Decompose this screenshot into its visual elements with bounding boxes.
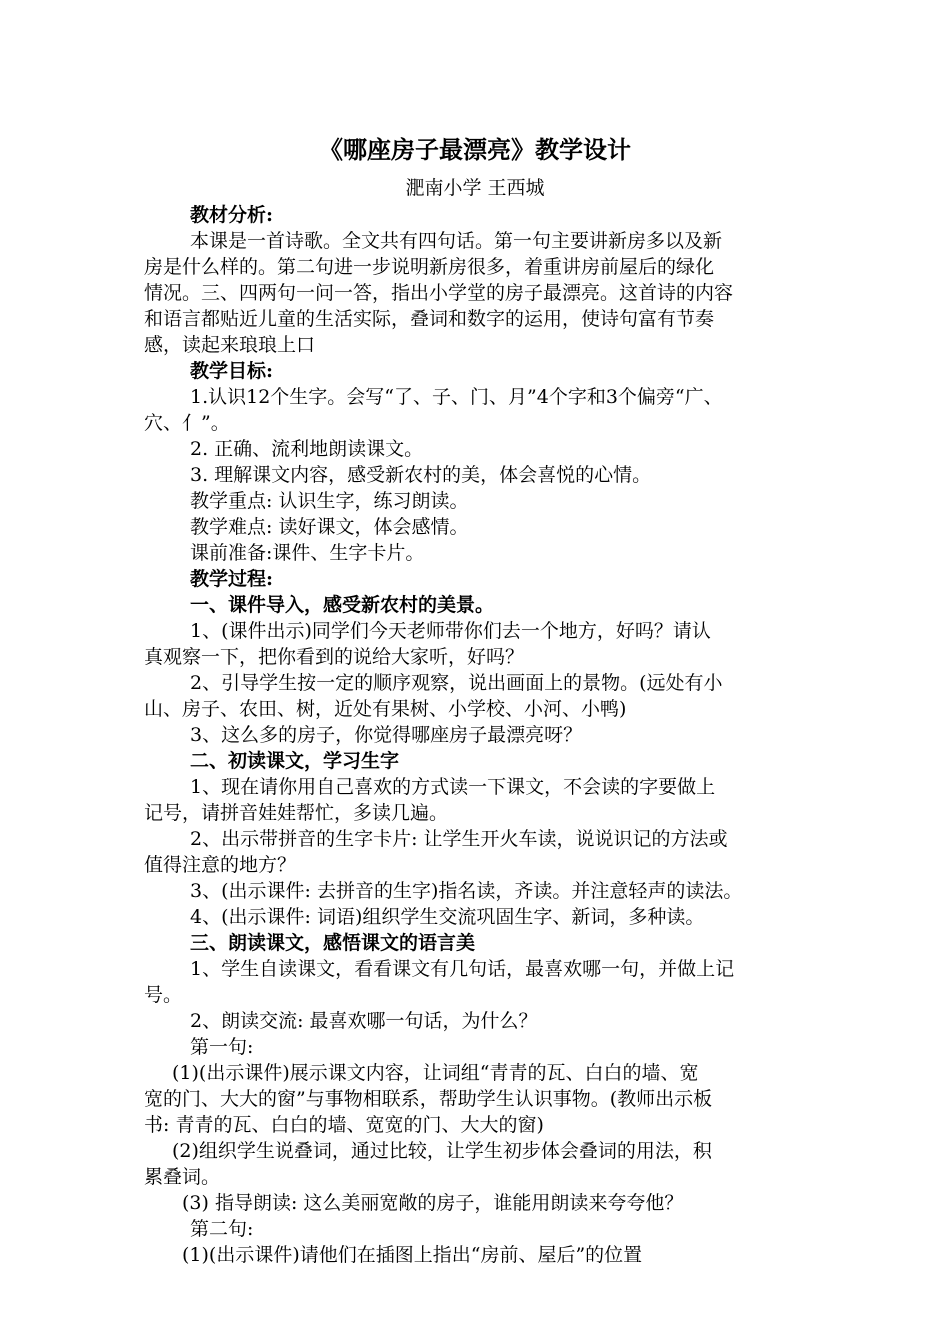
paragraph-line: 课前准备:课件、生字卡片。 (190, 542, 425, 564)
paragraph-line: 1、学生自读课文，看看课文有几句话，最喜欢哪一句，并做上记 (190, 958, 735, 980)
paragraph-line: 值得注意的地方？ (144, 854, 297, 876)
document-title: 《哪座房子最漂亮》教学设计 (319, 135, 631, 164)
paragraph-line: 1、(课件出示)同学们今天老师带你们去一个地方，好吗？请认 (190, 620, 711, 642)
section-heading: 二、初读课文，学习生字 (190, 750, 400, 772)
section-heading: 三、朗读课文，感悟课文的语言美 (190, 932, 476, 954)
paragraph-line: 记号，请拼音娃娃帮忙，多读几遍。 (144, 802, 449, 824)
section-heading: 教材分析: (190, 204, 274, 226)
paragraph-line: 3、(出示课件: 去拼音的生字)指名读，齐读。并注意轻声的读法。 (190, 880, 743, 902)
section-heading: 教学目标: (190, 360, 274, 382)
paragraph-line: (2)组织学生说叠词，通过比较，让学生初步体会叠词的用法，积 (172, 1140, 712, 1162)
paragraph-line: 真观察一下，把你看到的说给大家听，好吗？ (144, 646, 525, 668)
paragraph-line: 教学重点: 认识生字，练习朗读。 (190, 490, 469, 512)
paragraph-line: 2. 正确、流利地朗读课文。 (190, 438, 424, 460)
paragraph-line: 第一句: (190, 1036, 254, 1058)
paragraph-line: 穴、亻”。 (144, 412, 230, 434)
paragraph-line: 3、这么多的房子，你觉得哪座房子最漂亮呀？ (190, 724, 583, 746)
paragraph-line: 教学难点: 读好课文，体会感情。 (190, 516, 469, 538)
paragraph-line: 书: 青青的瓦、白白的墙、宽宽的门、大大的窗) (144, 1114, 544, 1136)
section-heading: 一、课件导入，感受新农村的美景。 (190, 594, 495, 616)
paragraph-line: (3) 指导朗读: 这么美丽宽敞的房子，谁能用朗读来夸夸他？ (182, 1192, 684, 1214)
document-author: 淝南小学 王西城 (405, 177, 545, 199)
paragraph-line: 宽的门、大大的窗”与事物相联系，帮助学生认识事物。(教师出示板 (144, 1088, 713, 1110)
paragraph-line: 2、朗读交流: 最喜欢哪一句话，为什么？ (190, 1010, 538, 1032)
paragraph-line: 2、引导学生按一定的顺序观察，说出画面上的景物。(远处有小 (190, 672, 723, 694)
paragraph-line: 房是什么样的。第二句进一步说明新房很多，着重讲房前屋后的绿化 (144, 256, 715, 278)
paragraph-line: 本课是一首诗歌。全文共有四句话。第一句主要讲新房多以及新 (190, 230, 723, 252)
section-heading: 教学过程: (190, 568, 274, 590)
paragraph-line: 累叠词。 (144, 1166, 221, 1188)
paragraph-line: (1)(出示课件)展示课文内容，让词组“青青的瓦、白白的墙、宽 (172, 1062, 699, 1084)
paragraph-line: 第二句: (190, 1218, 254, 1240)
paragraph-line: 和语言都贴近儿童的生活实际，叠词和数字的运用，使诗句富有节奏 (144, 308, 715, 330)
paragraph-line: 4、(出示课件: 词语)组织学生交流巩固生字、新词，多种读。 (190, 906, 705, 928)
paragraph-line: 号。 (144, 984, 183, 1006)
paragraph-line: 情况。三、四两句一问一答，指出小学堂的房子最漂亮。这首诗的内容 (144, 282, 734, 304)
paragraph-line: 山、房子、农田、树，近处有果树、小学校、小河、小鸭) (144, 698, 627, 720)
paragraph-line: 1.认识12个生字。会写“了、子、门、月”4个字和3个偏旁“广、 (190, 386, 723, 408)
paragraph-line: 2、出示带拼音的生字卡片: 让学生开火车读，说说识记的方法或 (190, 828, 728, 850)
paragraph-line: 3. 理解课文内容，感受新农村的美，体会喜悦的心情。 (190, 464, 652, 486)
paragraph-line: 感，读起来琅琅上口 (144, 334, 316, 356)
paragraph-line: (1)(出示课件)请他们在插图上指出“房前、屋后”的位置 (182, 1244, 643, 1266)
paragraph-line: 1、现在请你用自己喜欢的方式读一下课文，不会读的字要做上 (190, 776, 716, 798)
